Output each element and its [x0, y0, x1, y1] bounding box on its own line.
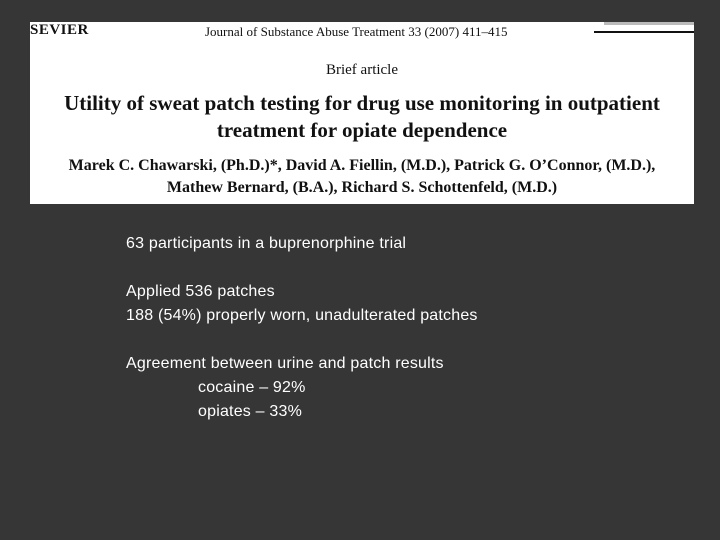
journal-citation: Journal of Substance Abuse Treatment 33 (2007) 411–415 [205, 24, 508, 39]
header-rule-light [604, 22, 694, 25]
authors-line2: Mathew Bernard, (B.A.), Richard S. Schottenfeld, (M.D.) [166, 179, 558, 196]
article-authors [36, 155, 688, 199]
publisher-name: SEVIER [30, 22, 89, 38]
opiates-agreement: opiates – 33% [198, 403, 303, 420]
cocaine-agreement: cocaine – 92% [198, 379, 306, 396]
article-title-line1: Utility of sweat patch testing for drug use monitoring in outpatient [64, 91, 660, 115]
authors-line1: Marek C. Chawarski, (Ph.D.)*, David A. Fiellin, (M.D.), Patrick G. O’Connor, (M.D.), [68, 157, 656, 174]
article-header-image [30, 22, 694, 204]
slide-body [126, 232, 478, 424]
patches-proper-text: 188 (54%) properly worn, unadulterated patches [126, 307, 478, 324]
participants-text: 63 participants in a buprenorphine trial [126, 235, 407, 252]
article-type: Brief article [325, 62, 399, 78]
article-title-line2: treatment for opiate dependence [216, 118, 508, 142]
agreement-heading: Agreement between urine and patch results [126, 355, 444, 372]
article-title [36, 90, 688, 144]
patches-applied-text: Applied 536 patches [126, 283, 275, 300]
header-rule [594, 31, 694, 33]
